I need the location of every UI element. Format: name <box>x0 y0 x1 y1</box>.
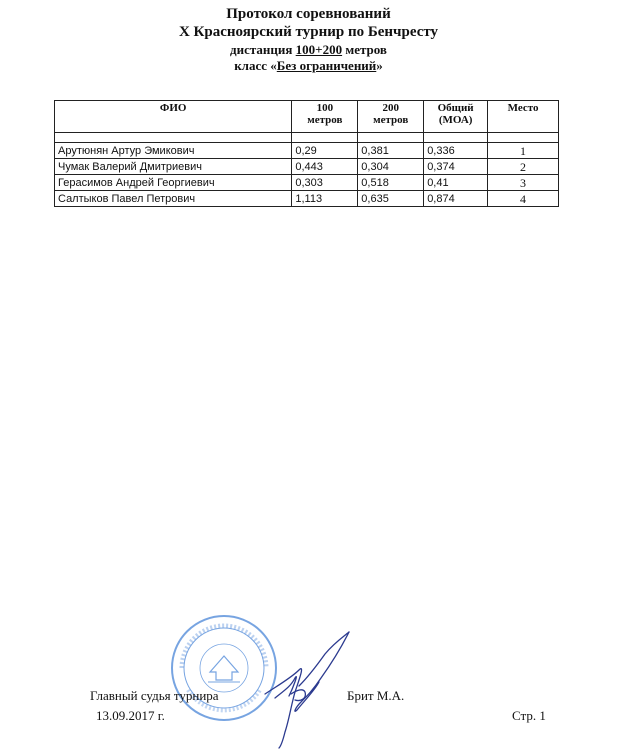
column-header-total <box>424 101 488 133</box>
class-value: Без ограничений <box>276 58 377 73</box>
cell-total: 0,374 <box>424 159 488 175</box>
column-header-200m <box>358 101 424 133</box>
chief-judge-label: Главный судья турнира <box>90 688 219 703</box>
class-suffix: » <box>376 58 383 73</box>
cell-place: 4 <box>488 191 559 207</box>
cell-total: 0,41 <box>424 175 488 191</box>
table-spacer-row <box>55 133 559 143</box>
column-header-200m-line1: 200 <box>382 102 399 114</box>
results-table <box>54 100 559 207</box>
chief-judge-name: Брит М.А. <box>347 688 405 703</box>
table-header-row <box>55 101 559 133</box>
column-header-100m <box>292 101 358 133</box>
column-header-place: Место <box>488 101 559 133</box>
cell-200m: 0,304 <box>358 159 424 175</box>
column-header-100m-line2: метров <box>307 114 343 126</box>
tournament-title: X Красноярский турнир по Бенчресту <box>178 24 439 40</box>
cell-name: Салтыков Павел Петрович <box>55 191 292 207</box>
cell-200m: 0,518 <box>358 175 424 191</box>
page-number: Стр. 1 <box>512 708 546 723</box>
cell-100m: 0,443 <box>292 159 358 175</box>
cell-place: 1 <box>488 143 559 159</box>
signature-icon <box>255 628 355 750</box>
table-row <box>55 191 559 207</box>
table-row <box>55 143 559 159</box>
column-header-total-line2: (МОА) <box>438 114 473 126</box>
cell-100m: 1,113 <box>292 191 358 207</box>
table-row <box>55 175 559 191</box>
class-prefix: класс « <box>234 58 277 73</box>
cell-name: Герасимов Андрей Георгиевич <box>55 175 292 191</box>
cell-name: Чумак Валерий Дмитриевич <box>55 159 292 175</box>
cell-100m: 0,29 <box>292 143 358 159</box>
cell-200m: 0,381 <box>358 143 424 159</box>
cell-place: 3 <box>488 175 559 191</box>
cell-100m: 0,303 <box>292 175 358 191</box>
class-line <box>0 58 617 74</box>
document-title: Протокол соревнований <box>226 6 391 22</box>
column-header-100m-line1: 100 <box>316 102 334 114</box>
distance-suffix: метров <box>342 42 387 57</box>
cell-200m: 0,635 <box>358 191 424 207</box>
document-header <box>0 5 617 74</box>
column-header-name: ФИО <box>55 101 292 133</box>
cell-total: 0,874 <box>424 191 488 207</box>
cell-total: 0,336 <box>424 143 488 159</box>
distance-prefix: дистанция <box>230 42 296 57</box>
column-header-200m-line2: метров <box>373 114 409 126</box>
document-date: 13.09.2017 г. <box>96 708 165 723</box>
table-row <box>55 159 559 175</box>
cell-name: Арутюнян Артур Эмикович <box>55 143 292 159</box>
distance-value: 100+200 <box>295 42 343 57</box>
column-header-total-line1: Общий <box>437 102 474 114</box>
distance-line <box>0 41 617 58</box>
cell-place: 2 <box>488 159 559 175</box>
